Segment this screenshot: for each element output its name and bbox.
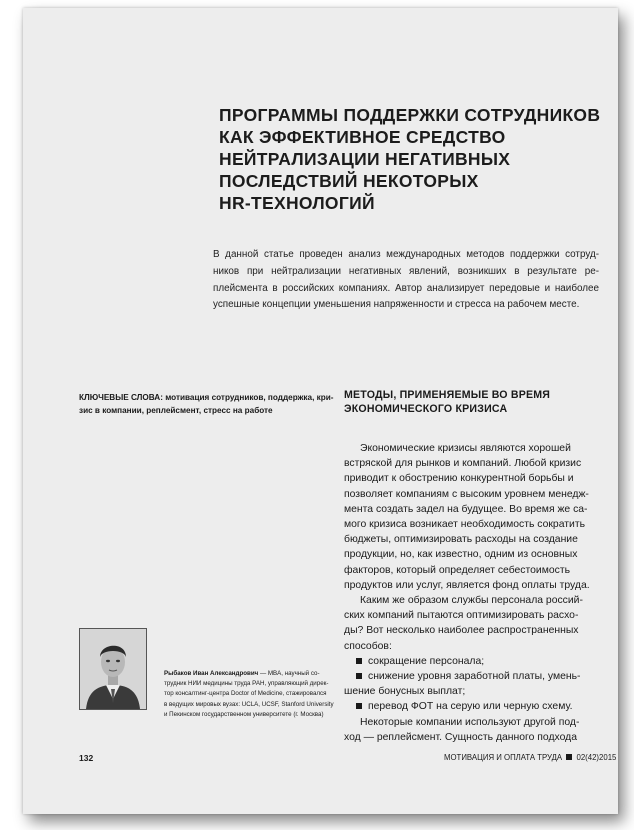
body-line: шение бонусных выплат; (344, 686, 466, 698)
body-line: продуктов или услуг, является фонд оплаты труда. (344, 579, 590, 591)
keywords-text: зис в компании, реплейсмент, стресс на работе (79, 406, 273, 415)
title-line: ПРОГРАММЫ ПОДДЕРЖКИ СОТРУДНИКОВ (219, 105, 601, 125)
section-heading (344, 388, 604, 416)
keywords-block (79, 391, 349, 417)
body-line: ских компаний пытаются оптимизировать расхо- (344, 610, 579, 622)
keywords-text: мотивация сотрудников, поддержка, кри- (162, 393, 334, 402)
body-line: Экономические кризисы являются хорошей (360, 443, 571, 454)
body-line: продукции, но, как известно, одним из основных (344, 549, 578, 561)
body-line: позволяет компаниям с высоким уровнем менедж- (344, 488, 589, 500)
body-line: ход — реплейсмент. Сущность данного подхода (344, 731, 577, 743)
abstract-line: плейсмента в российских компаниях. Автор анализирует передовые и наиболее (213, 282, 599, 294)
title-line: КАК ЭФФЕКТИВНОЕ СРЕДСТВО (219, 127, 506, 147)
bullet-text: перевод ФОТ на серую или черную схему. (368, 701, 573, 713)
abstract-line: В данной статье проведен анализ международных методов поддержки сотруд- (213, 249, 599, 260)
body-line: способов: (344, 640, 392, 652)
body-line: Каким же образом службы персонала россий- (360, 595, 583, 607)
author-name: Рыбаков Иван Александрович (164, 670, 259, 677)
body-line: приводит к обострению конкурентной борьбы и (344, 473, 574, 485)
body-line: мента создать задел на будущее. Во время же са- (344, 503, 588, 515)
body-line: встряской для рынков и компаний. Любой кризис (344, 458, 582, 470)
abstract-line: успешные концепции уменьшения напряженности и стресса на рабочем месте. (213, 299, 580, 311)
body-line: бюджеты, оптимизировать расходы на создание (344, 534, 578, 546)
bullet-item (344, 654, 599, 669)
title-line: HR-ТЕХНОЛОГИЙ (219, 193, 375, 213)
body-line: ды? Вот несколько наиболее распространенных (344, 625, 579, 637)
keywords-label: КЛЮЧЕВЫЕ СЛОВА: (79, 393, 163, 402)
bullet-text: сокращение персонала; (368, 655, 485, 667)
author-bio-text: тор консалтинг-центра Doctor of Medicine, стажировался (164, 690, 327, 698)
bullet-icon (356, 658, 362, 664)
body-line: мого кризиса возникает необходимость сократить (344, 519, 585, 531)
section-heading-line: МЕТОДЫ, ПРИМЕНЯЕМЫЕ ВО ВРЕМЯ (344, 389, 551, 401)
author-photo (79, 628, 147, 710)
author-bio-text: трудник НИИ медицины труда РАН, управляющий дирек- (164, 680, 329, 688)
author-bio-text: — MBA, научный со- (258, 670, 320, 677)
section-heading-line: ЭКОНОМИЧЕСКОГО КРИЗИСА (344, 403, 508, 415)
title-line: НЕЙТРАЛИЗАЦИИ НЕГАТИВНЫХ (219, 149, 511, 169)
journal-footer (444, 753, 616, 762)
journal-issue: 02(42)2015 (576, 753, 617, 762)
bullet-text: снижение уровня заработной платы, умень- (368, 671, 581, 683)
square-separator-icon (566, 754, 572, 760)
author-bio (164, 669, 434, 720)
abstract-line: ников при нейтрализации негативных явлений, возникших в результате ре- (213, 265, 599, 277)
page-number: 132 (79, 753, 94, 763)
author-bio-text: в ведущих мировых вузах: UCLA, UCSF, Stanford University (164, 700, 334, 708)
article-abstract (213, 247, 599, 314)
magazine-page (23, 8, 618, 814)
body-line: факторов, который определяет себестоимость (344, 564, 571, 576)
author-bio-text: и Пекинском государственном университете (г. Москва) (164, 710, 324, 718)
author-portrait-image (80, 629, 146, 709)
title-line: ПОСЛЕДСТВИЙ НЕКОТОРЫХ (219, 171, 479, 191)
article-title (219, 104, 599, 214)
body-line: Некоторые компании используют другой под- (360, 716, 580, 728)
journal-name: МОТИВАЦИЯ И ОПЛАТА ТРУДА (444, 753, 563, 762)
